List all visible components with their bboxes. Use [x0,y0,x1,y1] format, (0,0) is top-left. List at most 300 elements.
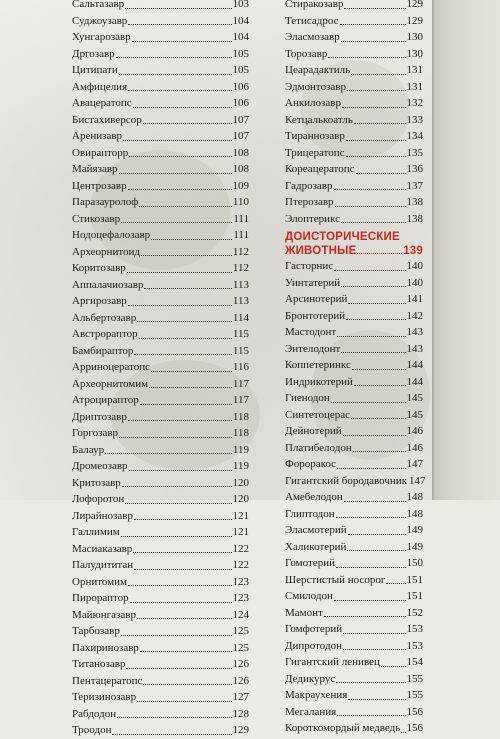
dot-leader [119,74,232,75]
entry-page-number: 153 [406,639,423,652]
index-entry [72,392,249,409]
index-entry [285,390,423,407]
entry-name: Центрозавр [72,179,127,192]
dot-leader [340,24,406,25]
dot-leader [126,668,231,669]
dot-leader [133,552,231,553]
index-entry [72,673,249,690]
index-entry [285,687,423,704]
entry-name: Дедикурус [285,672,336,685]
entry-page-number: 130 [406,47,423,60]
entry-page-number: 105 [232,47,249,60]
dot-leader [134,519,232,520]
dot-leader [346,156,406,157]
entry-page-number: 147 [409,474,426,487]
entry-name: Эласмозавр [285,31,340,43]
entry-page-number: 121 [232,526,249,538]
entry-page-number: 117 [232,377,249,390]
index-entry [72,211,249,228]
entry-page-number: 129 [232,724,249,736]
dot-leader [356,173,406,174]
entry-name: Халикотерий [285,540,347,553]
entry-page-number: 143 [406,326,423,338]
dot-leader [334,270,405,271]
entry-name: Титанозавр [72,658,126,670]
entry-page-number: 140 [406,276,423,289]
entry-name: Анкилозавр [285,97,341,109]
dot-leader [351,418,406,419]
dot-leader [128,189,232,190]
entry-page-number: 121 [232,509,249,522]
dot-leader [381,666,406,667]
dot-leader [137,321,232,322]
dot-leader [348,699,405,700]
dot-leader [337,336,405,337]
dot-leader [123,140,231,141]
dot-leader [128,90,231,91]
dot-leader [128,585,232,586]
entry-name: Археорнитомим [72,377,149,390]
index-entry [285,720,423,737]
entry-name: Трицератопс [285,146,345,159]
entry-page-number: 156 [406,705,423,718]
index-entry [285,161,423,178]
index-entry [285,572,423,589]
index-entry [72,293,249,310]
index-entry [72,194,249,211]
index-entry [285,194,423,211]
entry-name: Нодоцефалозавр [72,229,151,241]
dot-leader [324,616,406,617]
entry-page-number: 117 [232,394,249,406]
entry-name: Пирораптор [72,592,129,604]
entry-name: Мамонт [285,606,323,619]
entry-name: Балаур [72,443,105,456]
entry-page-number: 144 [406,359,423,371]
entry-name: Аргирозавр [72,295,127,307]
entry-name: Хунгарозавр [72,31,131,43]
entry-name: Бронтотерий [285,309,346,322]
page-fold-shadow [432,0,436,500]
index-entry [72,607,249,624]
entry-page-number: 113 [232,278,249,291]
entry-page-number: 151 [406,573,423,586]
entry-name: Аппалачиозавр [72,278,144,291]
entry-name: Цеарадактиль [285,64,351,76]
entry-page-number: 129 [406,0,423,10]
dot-leader [346,319,405,320]
entry-name: Тираннозавр [285,130,345,142]
entry-name: Эласмотерий [285,524,347,536]
entry-name: Гигантский ленивец [285,656,380,668]
entry-name: Цитипати [72,64,118,76]
entry-name: Синтетоцерас [285,408,350,421]
dot-leader [144,288,231,289]
entry-page-number: 123 [232,592,249,604]
dot-leader [116,57,232,58]
dot-leader [346,140,406,141]
dot-leader [140,651,232,652]
entry-page-number: 112 [232,262,249,274]
entry-name: Гадрозавр [285,179,333,192]
dot-leader [129,470,232,471]
entry-page-number: 149 [406,524,423,536]
entry-name: Стикозавр [72,212,121,225]
entry-name: Овирапторр [72,146,129,159]
entry-name: Дргозавр [72,47,115,60]
dot-leader [336,682,405,683]
entry-page-number: 119 [232,460,249,472]
entry-page-number: 152 [406,606,423,619]
index-entry [285,473,426,490]
entry-page-number: 123 [232,575,249,588]
dot-leader [343,435,406,436]
index-entry [285,374,423,391]
dot-leader [352,369,406,370]
dot-leader [341,352,405,353]
entry-name: Альбертозавр [72,311,137,324]
entry-name: Галлимим [72,526,120,538]
index-entry [285,145,423,162]
index-entry [72,524,249,541]
dot-leader [133,107,232,108]
entry-name: Тарбозавр [72,625,120,637]
entry-name: Аренизавр [72,130,123,142]
index-entry [72,475,249,492]
index-entry [72,442,249,459]
dot-leader [121,222,232,223]
index-entry [72,13,249,30]
entry-page-number: 146 [406,441,423,454]
index-entry [285,522,423,539]
index-entry [72,689,249,706]
dot-leader [337,468,405,469]
dot-leader [128,420,232,421]
entry-page-number: 104 [232,31,249,43]
entry-page-number: 109 [232,179,249,192]
entry-page-number: 145 [406,408,423,421]
entry-name: Арриноцератопс [72,361,151,373]
entry-name: Лофоротон [72,493,125,505]
index-entry [72,541,249,558]
entry-name: Пахиринозавр [72,641,139,654]
dot-leader [139,338,232,339]
dot-leader [151,371,232,372]
entry-page-number: 120 [232,493,249,505]
index-entry [72,458,249,475]
index-entry [72,128,249,145]
entry-name: Рабдодон [72,707,117,720]
index-entry [285,621,423,638]
entry-name: Мастодонт [285,326,337,338]
dot-leader [112,734,231,735]
entry-page-number: 148 [406,491,423,503]
entry-page-number: 137 [406,179,423,192]
entry-name: Амебелодон [285,491,343,503]
dot-leader [328,57,405,58]
entry-page-number: 136 [406,163,423,175]
dot-leader [134,569,231,570]
dot-leader [117,717,231,718]
entry-name: Гомотерий [285,557,335,569]
entry-name: Глиптодон [285,507,335,520]
entry-page-number: 112 [232,245,249,258]
index-entry [285,341,423,358]
index-entry [72,326,249,343]
dot-leader [343,649,406,650]
entry-page-number: 138 [406,196,423,208]
entry-name: Платибелодон [285,441,352,454]
entry-name: Смилодон [285,590,333,602]
entry-name: Гасторнис [285,260,334,272]
index-entry [72,310,249,327]
dot-leader [344,8,405,9]
entry-name: Палудититан [72,559,134,571]
entry-page-number: 126 [232,674,249,687]
entry-page-number: 155 [406,689,423,701]
entry-name: Австрораптор [72,328,138,340]
index-entry [72,227,249,244]
index-entry [72,95,249,112]
dot-leader [140,404,232,405]
entry-page-number: 125 [232,625,249,637]
dot-leader [342,107,406,108]
dot-leader [119,173,232,174]
dot-leader [336,567,406,568]
entry-page-number: 120 [232,476,249,489]
index-entry [285,112,423,129]
index-entry [72,277,249,294]
entry-page-number: 118 [232,427,249,439]
index-entry [72,706,249,723]
dot-leader [128,305,232,306]
index-entry [72,79,249,96]
entry-page-number: 110 [232,196,249,208]
entry-name: Атроцираптор [72,394,139,406]
section-heading-line1: ДОИСТОРИЧЕСКИЕ [285,231,400,243]
dot-leader [335,206,406,207]
dot-leader [139,206,232,207]
entry-name: Сальтазавр [72,0,125,10]
index-entry [285,423,423,440]
entry-name: Паразауролоф [72,196,139,208]
dot-leader [354,385,406,386]
index-entry [72,574,249,591]
entry-page-number: 118 [232,410,249,423]
entry-page-number: 138 [406,212,423,225]
index-entry [285,79,423,96]
index-entry [72,425,249,442]
entry-name: Троодон [72,724,112,736]
index-entry [285,258,423,275]
entry-name: Коппетеринкс [285,359,351,371]
entry-page-number: 142 [406,309,423,322]
entry-name: Эдмонтозавр [285,80,347,93]
section-heading-line2: ЖИВОТНЫЕ [285,245,357,257]
entry-page-number: 125 [232,641,249,654]
entry-page-number: 108 [232,146,249,159]
entry-name: Пентацератопс [72,674,143,687]
entry-name: Дипротодон [285,639,342,652]
dot-leader [331,402,406,403]
index-entry [72,62,249,79]
index-entry [285,29,423,46]
index-entry [285,506,423,523]
index-entry [72,376,249,393]
index-entry [285,0,423,13]
entry-page-number: 111 [233,212,249,225]
index-entry [72,46,249,63]
index-entry [285,440,423,457]
index-entry [285,62,423,79]
dot-leader [121,635,232,636]
entry-name: Масиаказавр [72,542,133,555]
entry-page-number: 103 [232,0,249,10]
entry-name: Гомфотерий [285,623,343,635]
dot-leader [143,684,231,685]
entry-page-number: 131 [406,80,423,93]
dot-leader [341,41,406,42]
index-entry [72,491,249,508]
entry-name: Дейнотерий [285,425,342,437]
entry-page-number: 147 [406,458,423,470]
entry-page-number: 104 [232,14,249,27]
entry-page-number: 113 [232,295,249,307]
entry-page-number: 141 [406,293,423,305]
entry-page-number: 124 [232,608,249,621]
entry-name: Критозавр [72,476,121,489]
entry-page-number: 115 [232,344,249,357]
index-entry [285,291,423,308]
entry-name: Орнитомим [72,575,127,588]
entry-name: Уинтатерий [285,276,341,289]
entry-name: Суджоузавр [72,14,128,27]
entry-name: Индрикотерий [285,375,353,388]
entry-page-number: 150 [406,557,423,569]
entry-page-number: 149 [406,540,423,553]
entry-name: Гигантский бородавочник [285,474,408,487]
entry-name: Гиенодон [285,392,330,404]
dot-leader [128,24,231,25]
entry-page-number: 156 [406,722,423,734]
index-entry [72,112,249,129]
dot-leader [137,618,232,619]
dot-leader [105,453,232,454]
entry-page-number: 107 [232,130,249,142]
entry-page-number: 153 [406,623,423,635]
entry-page-number: 127 [232,691,249,703]
dot-leader [337,715,405,716]
entry-name: Элоптерикс [285,212,341,225]
entry-page-number: 122 [232,542,249,555]
index-entry [285,671,423,688]
dot-leader [334,600,406,601]
entry-name: Кетцалькоатль [285,113,353,126]
entry-name: Бистахиверсор [72,113,142,126]
dot-leader [357,253,402,254]
index-entry [285,654,423,671]
dot-leader [143,123,232,124]
dot-leader [127,272,232,273]
index-entry [285,704,423,721]
dot-leader [348,303,405,304]
index-entry [285,555,423,572]
dot-leader [119,437,232,438]
dot-leader [354,123,406,124]
entry-name: Археорнитоид [72,245,140,258]
index-entry [285,357,423,374]
entry-page-number: 129 [406,14,423,27]
entry-page-number: 106 [232,80,249,93]
entry-name: Фороракос [285,458,337,470]
entry-page-number: 146 [406,425,423,437]
entry-page-number: 107 [232,113,249,126]
index-entry [72,161,249,178]
index-entry [285,95,423,112]
entry-name: Дромеозавр [72,460,128,472]
index-entry [285,456,423,473]
dot-leader [336,517,406,518]
dot-leader [151,239,232,240]
dot-leader [130,602,232,603]
index-entry [72,359,249,376]
index-entry [72,178,249,195]
index-entry [72,244,249,261]
entry-page-number: 128 [232,707,249,720]
dot-leader [121,536,232,537]
entry-name: Стиракозавр [285,0,344,10]
dot-leader [343,633,405,634]
index-entry [72,508,249,525]
index-column-left [72,0,249,739]
entry-name: Авацератопс [72,97,132,109]
entry-page-number: 135 [406,146,423,159]
entry-page-number: 126 [232,658,249,670]
index-entry [72,260,249,277]
index-entry [72,29,249,46]
dot-leader [347,550,405,551]
dot-leader [341,286,405,287]
index-entry [72,145,249,162]
index-entry [72,656,249,673]
dot-leader [348,534,406,535]
section-page-number: 139 [403,245,423,257]
index-entry [72,590,249,607]
dot-leader [132,41,232,42]
index-entry [285,324,423,341]
index-entry [72,0,249,13]
entry-page-number: 116 [232,361,249,373]
entry-name: Майюнгазавр [72,608,136,621]
index-entry [72,343,249,360]
index-entry [285,489,423,506]
entry-page-number: 106 [232,97,249,109]
entry-name: Торозавр [285,47,328,60]
entry-name: Короткомордый медведь [285,722,401,734]
index-entry [285,308,423,325]
index-entry [72,623,249,640]
index-entry [285,407,423,424]
dot-leader [334,189,406,190]
entry-name: Тетисадрос [285,14,339,27]
entry-name: Мегалания [285,705,337,718]
index-entry [285,46,423,63]
index-entry [72,640,249,657]
dot-leader [129,156,231,157]
entry-page-number: 155 [406,672,423,685]
entry-page-number: 119 [232,443,249,456]
entry-page-number: 151 [406,590,423,602]
